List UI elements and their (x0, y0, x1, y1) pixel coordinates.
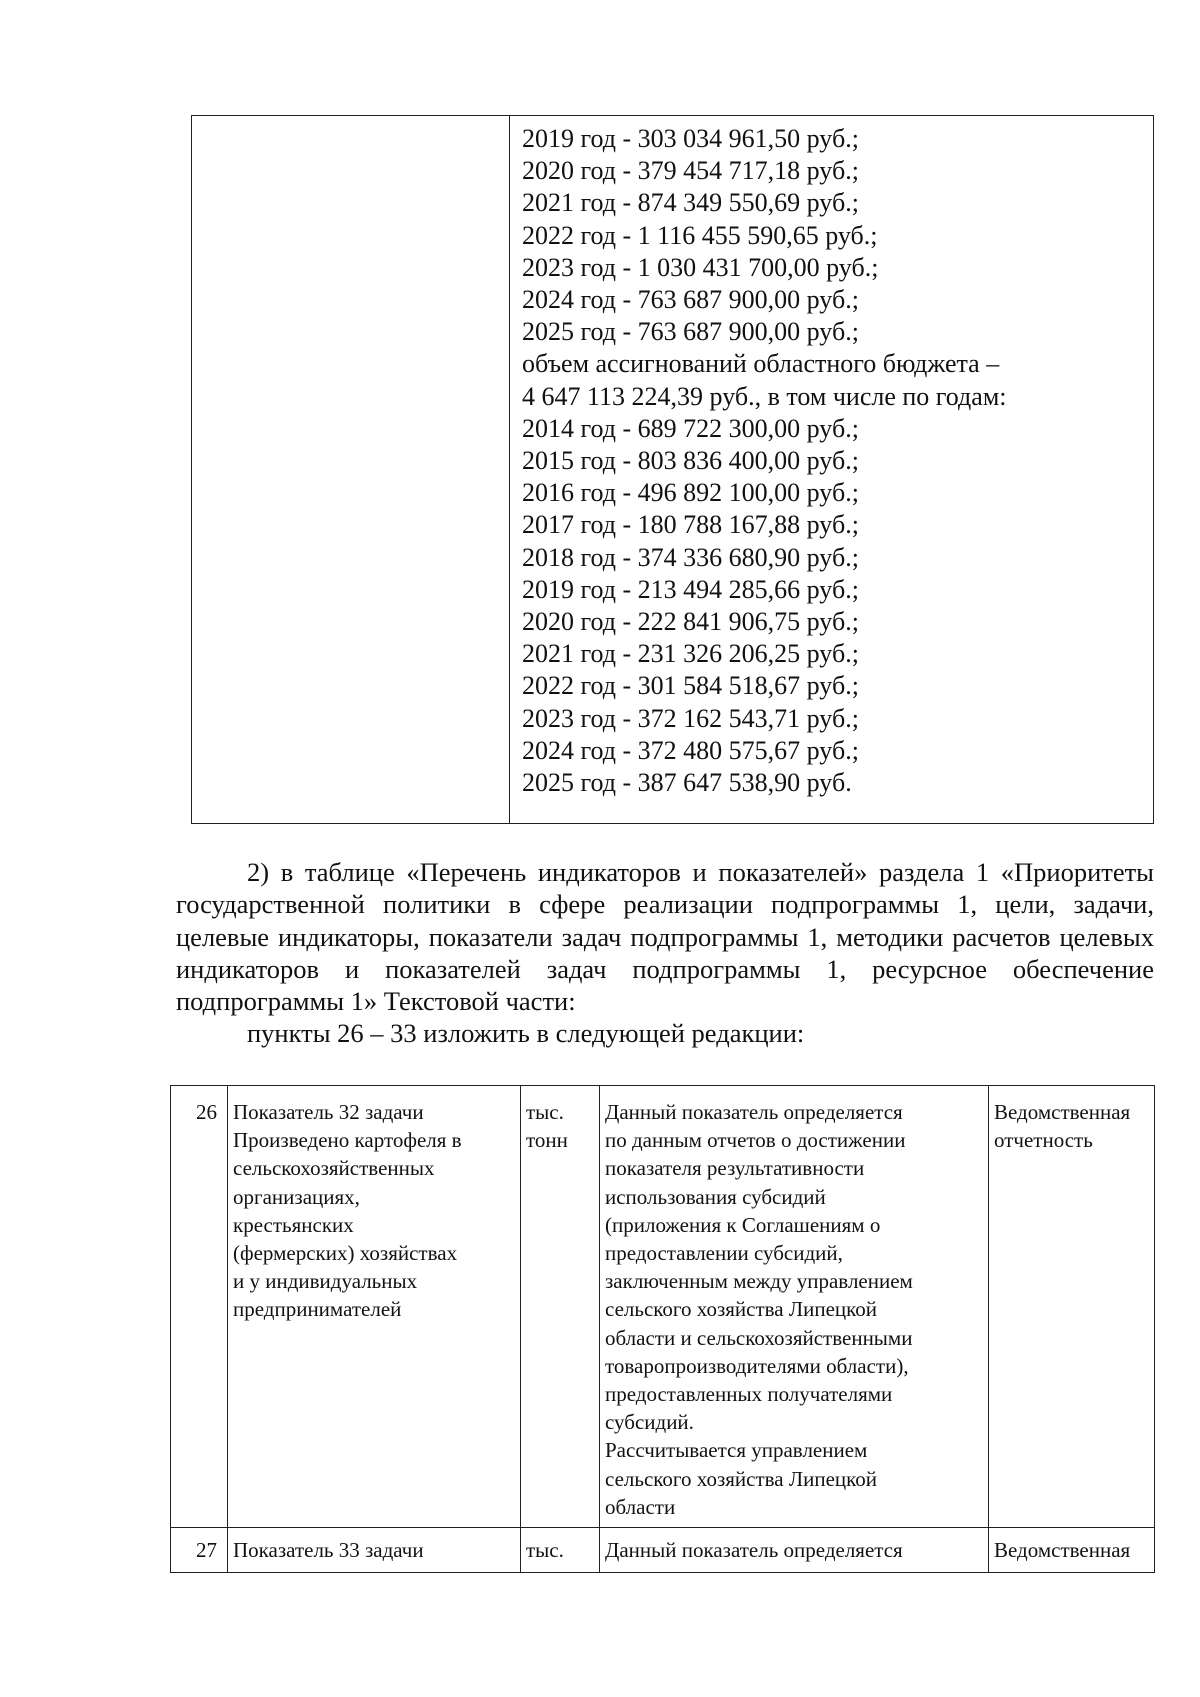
financing-line: 2014 год - 689 722 300,00 руб.; (522, 413, 859, 443)
financing-table (191, 115, 1154, 824)
indicator-name-cell-line: и у индивидуальных (233, 1269, 418, 1294)
source-cell (989, 1086, 1155, 1528)
row-number: 26 (171, 1086, 228, 1528)
unit-cell (521, 1528, 600, 1573)
method-cell-line: субсидий. (605, 1410, 694, 1435)
method-cell-line: области и сельскохозяйственными (605, 1325, 913, 1350)
financing-line: 2016 год - 496 892 100,00 руб.; (522, 478, 859, 508)
financing-line: 2017 год - 180 788 167,88 руб.; (522, 510, 859, 540)
financing-line: 2024 год - 372 480 575,67 руб.; (522, 735, 859, 765)
financing-line: 2025 год - 763 687 900,00 руб.; (522, 317, 859, 347)
financing-line: 2023 год - 1 030 431 700,00 руб.; (522, 252, 879, 282)
indicator-name-cell (228, 1086, 521, 1528)
financing-line: 2022 год - 301 584 518,67 руб.; (522, 671, 859, 701)
financing-line: 2025 год - 387 647 538,90 руб. (522, 768, 852, 798)
method-cell (600, 1086, 989, 1528)
financing-line: объем ассигнований областного бюджета – (522, 349, 1000, 379)
row-number: 27 (171, 1528, 228, 1573)
indicator-name-cell-line: Показатель 32 задачи (233, 1100, 424, 1124)
method-cell-line: предоставленных получателями (605, 1382, 893, 1407)
source-cell-line: Ведомственная (994, 1100, 1131, 1124)
method-cell-line: по данным отчетов о достижении (605, 1128, 906, 1153)
indicator-name-cell-line: организациях, (233, 1184, 360, 1209)
financing-line: 2019 год - 303 034 961,50 руб.; (522, 124, 859, 153)
method-cell-line: показателя результативности (605, 1156, 865, 1181)
financing-table-label-cell (192, 116, 510, 823)
method-cell-line: товаропроизводителями области), (605, 1353, 909, 1378)
indicator-name-cell (228, 1528, 521, 1573)
amendment-instruction: пункты 26 – 33 изложить в следующей редакции: (247, 1018, 805, 1049)
method-cell-line: заключенным между управлением (605, 1269, 913, 1294)
financing-line: 2020 год - 222 841 906,75 руб.; (522, 607, 859, 637)
financing-line: 2022 год - 1 116 455 590,65 руб.; (522, 220, 878, 250)
amendment-paragraph (176, 856, 1154, 1050)
financing-line: 2020 год - 379 454 717,18 руб.; (522, 156, 859, 186)
financing-table-values-cell (510, 116, 1153, 823)
source-cell-line: отчетность (994, 1128, 1093, 1153)
financing-line: 2015 год - 803 836 400,00 руб.; (522, 446, 859, 476)
method-cell-line: Рассчитывается управлением (605, 1438, 868, 1463)
table-row (171, 1528, 1155, 1573)
method-cell-line: сельского хозяйства Липецкой (605, 1297, 878, 1322)
source-cell (989, 1528, 1155, 1573)
financing-line: 2019 год - 213 494 285,66 руб.; (522, 574, 859, 604)
unit-cell-line: тыс. (526, 1538, 564, 1563)
indicator-name-cell-line: крестьянских (233, 1212, 354, 1237)
unit-cell-line: тонн (526, 1128, 568, 1153)
indicator-name-cell-line: (фермерских) хозяйствах (233, 1241, 458, 1266)
source-cell-line: Ведомственная (994, 1538, 1131, 1563)
method-cell-line: Данный показатель определяется (605, 1538, 903, 1563)
financing-line: 2021 год - 231 326 206,25 руб.; (522, 639, 859, 669)
unit-cell (521, 1086, 600, 1528)
amendment-text: 2) в таблице «Перечень индикаторов и показателей» раздела 1 «Приоритеты государственной политики в сфере реализации подпрограммы 1, цели, задачи, целевые индикаторы, показатели задач подпрограммы 1, методики расчетов целевых индикаторов и показателей задач подпрограммы 1, ресурсное обеспечение подпрограммы 1» Текстовой части: (176, 857, 1154, 1017)
method-cell-line: использования субсидий (605, 1184, 826, 1209)
financing-line: 2021 год - 874 349 550,69 руб.; (522, 188, 859, 218)
method-cell-line: Данный показатель определяется (605, 1100, 903, 1124)
indicator-name-cell-line: Показатель 33 задачи (233, 1538, 424, 1563)
financing-line: 2023 год - 372 162 543,71 руб.; (522, 703, 859, 733)
method-cell-line: предоставлении субсидий, (605, 1241, 843, 1266)
indicator-name-cell-line: предпринимателей (233, 1297, 402, 1322)
financing-line: 2024 год - 763 687 900,00 руб.; (522, 285, 859, 315)
unit-cell-line: тыс. (526, 1100, 564, 1124)
method-cell-line: сельского хозяйства Липецкой (605, 1466, 878, 1491)
method-cell (600, 1528, 989, 1573)
table-row (171, 1086, 1155, 1528)
indicators-table (170, 1085, 1155, 1573)
financing-line: 4 647 113 224,39 руб., в том числе по годам: (522, 381, 1007, 411)
method-cell-line: области (605, 1494, 676, 1519)
indicator-name-cell-line: Произведено картофеля в (233, 1128, 462, 1153)
indicator-name-cell-line: сельскохозяйственных (233, 1156, 435, 1181)
financing-line: 2018 год - 374 336 680,90 руб.; (522, 542, 859, 572)
method-cell-line: (приложения к Соглашениям о (605, 1212, 881, 1237)
